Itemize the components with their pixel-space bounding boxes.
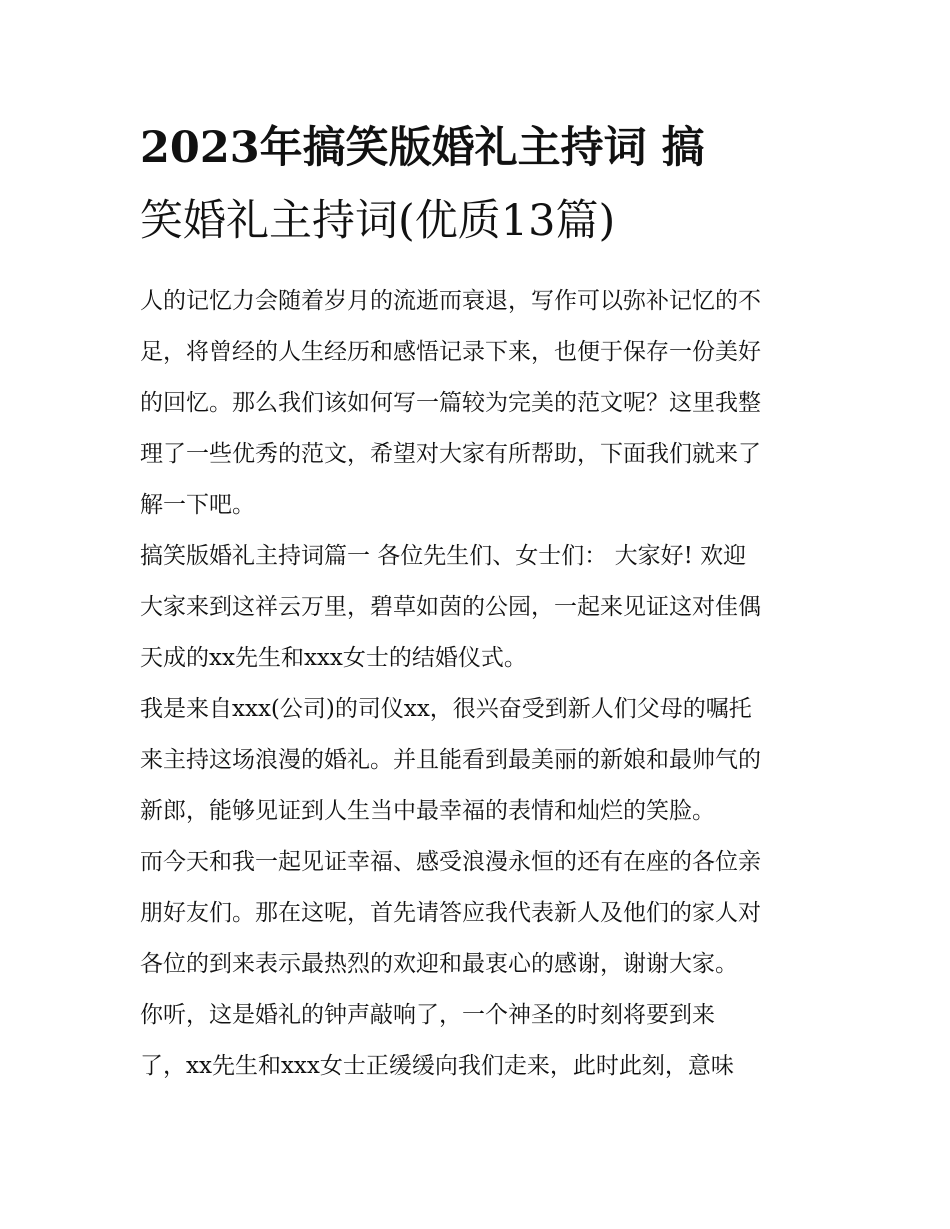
body-line: 了，xx先生和xxx女士正缓缓向我们走来，此时此刻，意味 — [140, 1053, 734, 1079]
body-line: 人的记忆力会随着岁月的流逝而衰退，写作可以弥补记忆的不 — [140, 288, 761, 314]
body-line: 天成的xx先生和xxx女士的结婚仪式。 — [140, 645, 527, 671]
body-line: 足，将曾经的人生经历和感悟记录下来，也便于保存一份美好 — [140, 339, 761, 365]
body-line: 的回忆。那么我们该如何写一篇较为完美的范文呢？这里我整 — [140, 390, 761, 416]
body-line: 朋好友们。那在这呢，首先请答应我代表新人及他们的家人对 — [140, 900, 761, 926]
title-line-2: 笑婚礼主持词(优质13篇) — [140, 196, 616, 246]
body-line: 新郎，能够见证到人生当中最幸福的表情和灿烂的笑脸。 — [140, 798, 715, 824]
body-line: 你听，这是婚礼的钟声敲响了，一个神圣的时刻将要到来 — [140, 1002, 715, 1028]
body-line: 而今天和我一起见证幸福、感受浪漫永恒的还有在座的各位亲 — [140, 849, 761, 875]
body-line: 我是来自xxx(公司)的司仪xx，很兴奋受到新人们父母的嘱托 — [140, 696, 752, 722]
document-body — [140, 276, 812, 1092]
body-line: 各位的到来表示最热烈的欢迎和最衷心的感谢，谢谢大家。 — [140, 951, 738, 977]
body-line: 搞笑版婚礼主持词篇一 各位先生们、女士们： 大家好! 欢迎 — [140, 543, 747, 569]
body-line: 来主持这场浪漫的婚礼。并且能看到最美丽的新娘和最帅气的 — [140, 747, 761, 773]
body-line: 理了一些优秀的范文，希望对大家有所帮助，下面我们就来了 — [140, 441, 761, 467]
title-line-1: 2023年搞笑版婚礼主持词 搞 — [140, 123, 705, 173]
document-title — [140, 112, 830, 258]
body-line: 解一下吧。 — [140, 492, 255, 518]
body-line: 大家来到这祥云万里，碧草如茵的公园，一起来见证这对佳偶 — [140, 594, 761, 620]
